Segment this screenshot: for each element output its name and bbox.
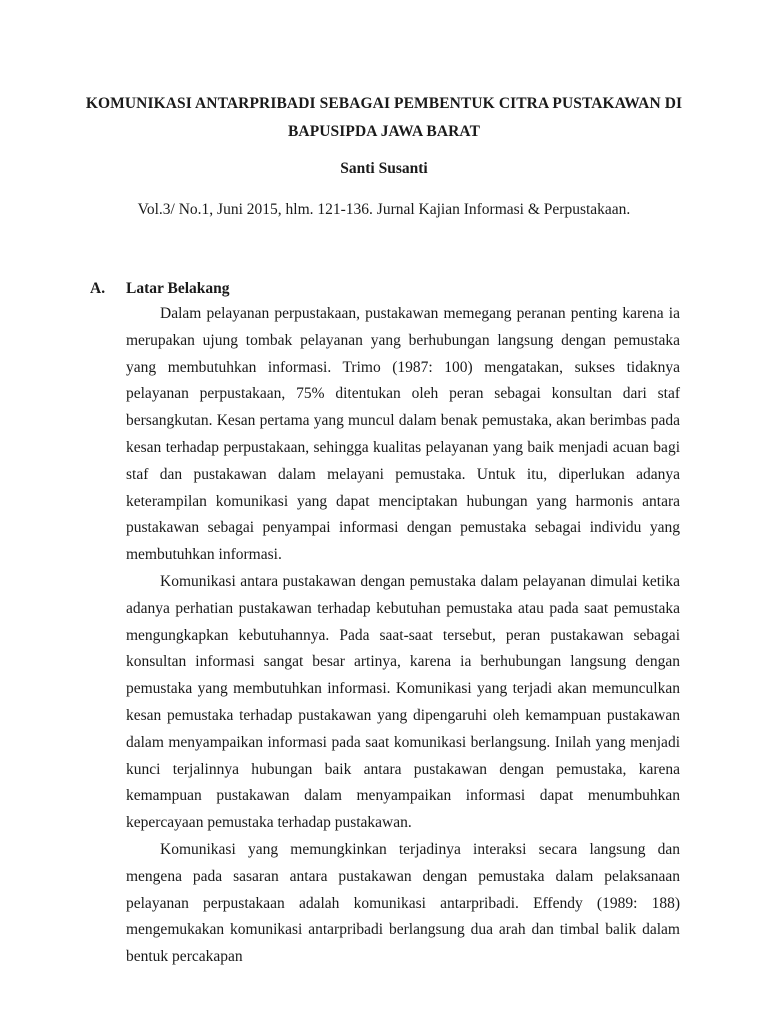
section-title: Latar Belakang xyxy=(126,280,230,297)
title-line-1: KOMUNIKASI ANTARPRIBADI SEBAGAI PEMBENTUK CITRA PUSTAKAWAN DI xyxy=(85,95,683,112)
title-line-2: BAPUSIPDA JAWA BARAT xyxy=(287,123,481,140)
paragraph: Dalam pelayanan perpustakaan, pustakawan memegang peranan penting karena ia merupakan ujung tombak pelayanan yang berhubungan langsung dengan pemustaka yang membutuhkan informasi. Trimo (1987: 100) mengatakan, sukses tidaknya pelayanan perpustakaan, 75% ditentukan oleh peran sebagai konsultan dari staf bersangkutan. Kesan pertama yang muncul dalam benak pemustaka, akan berimbas pada kesan terhadap perpustakaan, sehingga kualitas pelayanan yang baik menjadi acuan bagi staf dan pustakawan dalam melayani pemustaka. Untuk itu, diperlukan adanya keterampilan komunikasi yang dapat menciptakan hubungan yang harmonis antara pustakawan sebagai penyampai informasi dengan pemustaka sebagai individu yang membutuhkan informasi. xyxy=(126,305,680,564)
page-title xyxy=(60,90,708,146)
citation: Vol.3/ No.1, Juni 2015, hlm. 121-136. Jurnal Kajian Informasi & Perpustakaan. xyxy=(137,201,631,218)
author-name: Santi Susanti xyxy=(340,160,428,177)
section-number: A. xyxy=(90,280,106,297)
section-heading xyxy=(90,275,230,303)
paragraph: Komunikasi antara pustakawan dengan pemustaka dalam pelayanan dimulai ketika adanya perhatian pustakawan terhadap kebutuhan pemustaka atau pada saat pemustaka mengungkapkan kebutuhannya. Pada saat-saat tersebut, peran pustakawan sebagai konsultan informasi sangat besar artinya, karena ia berhubungan langsung dengan pemustaka yang membutuhkan informasi. Komunikasi yang terjadi akan memunculkan kesan pemustaka terhadap pustakawan yang dipengaruhi oleh kemampuan pustakawan dalam menyampaikan informasi pada saat komunikasi berlangsung. Inilah yang menjadi kunci terjalinnya hubungan baik antara pustakawan dengan pemustaka, karena kemampuan pustakawan dalam menyampaikan informasi dapat menumbuhkan kepercayaan pemustaka terhadap pustakawan. xyxy=(126,572,680,832)
body-text xyxy=(126,301,680,971)
paragraph: Komunikasi yang memungkinkan terjadinya interaksi secara langsung dan mengena pada sasaran antara pustakawan dengan pemustaka dalam pelaksanaan pelayanan perpustakaan adalah komunikasi antarpribadi. Effendy (1989: 188) mengemukakan komunikasi antarpribadi berlangsung dua arah dan timbal balik dalam bentuk percakapan xyxy=(126,840,680,966)
